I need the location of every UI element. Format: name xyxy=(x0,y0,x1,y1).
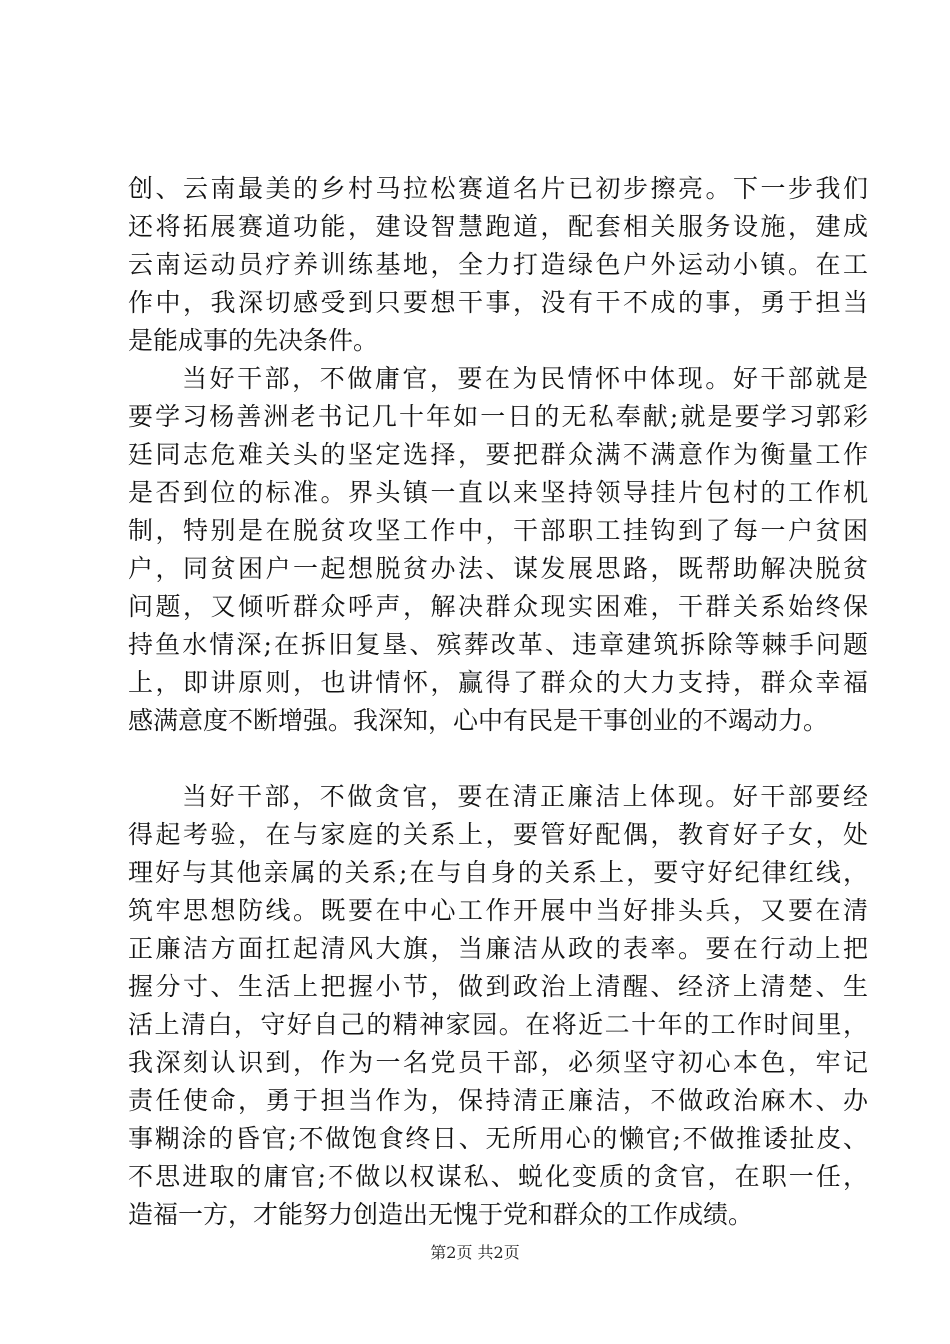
text-line: 当好干部，不做庸官，要在为民情怀中体现。好干部就是 xyxy=(182,364,868,393)
text-line: 理好与其他亲属的关系;在与自身的关系上，要守好纪律红线， xyxy=(128,858,868,887)
text-line: 是否到位的标准。界头镇一直以来坚持领导挂片包村的工作机 xyxy=(128,478,868,507)
text-line: 感满意度不断增强。我深知，心中有民是干事创业的不竭动力。 xyxy=(128,706,829,735)
text-line: 责任使命，勇于担当作为，保持清正廉洁，不做政治麻木、办 xyxy=(128,1086,868,1115)
text-line: 我深刻认识到，作为一名党员干部，必须坚守初心本色，牢记 xyxy=(128,1048,868,1077)
text-line: 当好干部，不做贪官，要在清正廉洁上体现。好干部要经 xyxy=(182,782,868,811)
page-number-label: 第2页 共2页 xyxy=(430,1243,520,1262)
text-line: 正廉洁方面扛起清风大旗，当廉洁从政的表率。要在行动上把 xyxy=(128,934,868,963)
text-line: 是能成事的先决条件。 xyxy=(128,326,379,355)
text-line: 户，同贫困户一起想脱贫办法、谋发展思路，既帮助解决脱贫 xyxy=(128,554,868,583)
text-line: 作中，我深切感受到只要想干事，没有干不成的事，勇于担当 xyxy=(128,288,868,317)
text-line: 造福一方，才能努力创造出无愧于党和群众的工作成绩。 xyxy=(128,1200,754,1229)
text-line: 上，即讲原则，也讲情怀，赢得了群众的大力支持，群众幸福 xyxy=(128,668,868,697)
text-line: 不思进取的庸官;不做以权谋私、蜕化变质的贪官，在职一任， xyxy=(128,1162,868,1191)
text-line: 要学习杨善洲老书记几十年如一日的无私奉献;就是要学习郭彩 xyxy=(128,402,868,431)
paragraph-1 xyxy=(128,170,868,360)
paragraph-3 xyxy=(128,778,868,1234)
paragraph-gap xyxy=(128,740,868,778)
text-line: 问题，又倾听群众呼声，解决群众现实困难，干群关系始终保 xyxy=(128,592,868,621)
text-line: 制，特别是在脱贫攻坚工作中，干部职工挂钩到了每一户贫困 xyxy=(128,516,868,545)
text-line: 创、云南最美的乡村马拉松赛道名片已初步擦亮。下一步我们 xyxy=(128,174,868,203)
text-line: 廷同志危难关头的坚定选择，要把群众满不满意作为衡量工作 xyxy=(128,440,868,469)
text-line: 握分寸、生活上把握小节，做到政治上清醒、经济上清楚、生 xyxy=(128,972,868,1001)
text-line: 还将拓展赛道功能，建设智慧跑道，配套相关服务设施，建成 xyxy=(128,212,868,241)
text-line: 云南运动员疗养训练基地，全力打造绿色户外运动小镇。在工 xyxy=(128,250,868,279)
text-line: 筑牢思想防线。既要在中心工作开展中当好排头兵，又要在清 xyxy=(128,896,868,925)
page-footer xyxy=(0,1243,950,1263)
paragraph-2 xyxy=(128,360,868,740)
document-body xyxy=(128,170,868,1234)
text-line: 活上清白，守好自己的精神家园。在将近二十年的工作时间里， xyxy=(128,1010,868,1039)
text-line: 得起考验，在与家庭的关系上，要管好配偶，教育好子女，处 xyxy=(128,820,868,849)
text-line: 事糊涂的昏官;不做饱食终日、无所用心的懒官;不做推诿扯皮、 xyxy=(128,1124,868,1153)
text-line: 持鱼水情深;在拆旧复垦、殡葬改革、违章建筑拆除等棘手问题 xyxy=(128,630,868,659)
